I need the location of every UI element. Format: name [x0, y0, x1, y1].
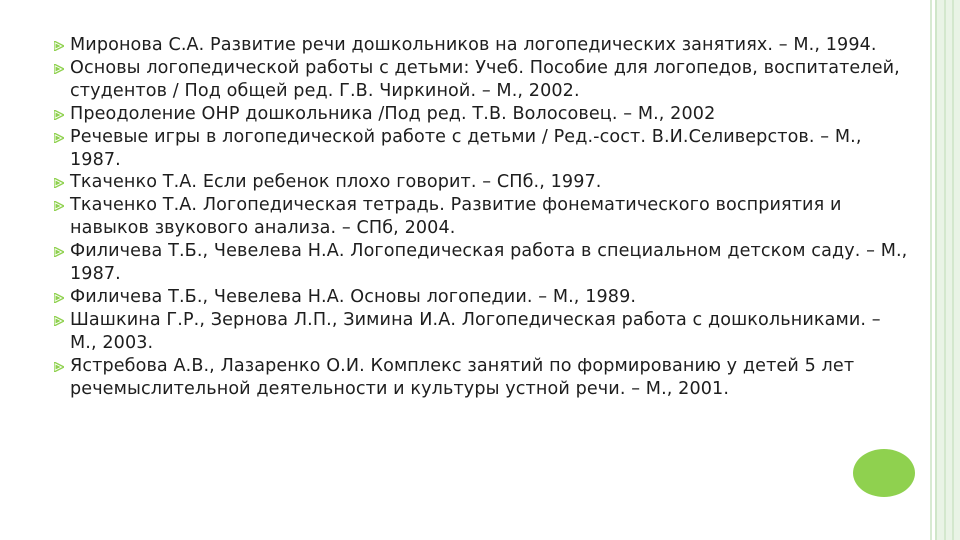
list-item: [56, 194, 912, 240]
reference-text: Шашкина Г.Р., Зернова Л.П., Зимина И.А. Логопедическая работа с дошкольниками. – М., 2003.: [70, 309, 881, 353]
reference-text: Основы логопедической работы с детьми: Учеб. Пособие для логопедов, воспитателей, студентов / Под общей ред. Г.В. Чиркиной. – М., 2002.: [70, 57, 900, 101]
reference-text: Миронова С.А. Развитие речи дошкольников на логопедических занятиях. – М., 1994.: [70, 35, 877, 55]
reference-text: Ястребова А.В., Лазаренко О.И. Комплекс занятий по формированию у детей 5 лет речемыслительной деятельности и культуры устной речи. – М., 2001.: [70, 355, 855, 399]
arrowhead-bullet-icon: [54, 133, 64, 143]
reference-list: [56, 34, 912, 401]
arrowhead-bullet-icon: [54, 362, 64, 372]
arrowhead-bullet-icon: [54, 41, 64, 51]
reference-text: Речевые игры в логопедической работе с детьми / Ред.-сост. В.И.Селиверстов. – М., 1987.: [70, 126, 862, 170]
arrowhead-bullet-icon: [54, 201, 64, 211]
arrowhead-bullet-icon: [54, 293, 64, 303]
list-item: [56, 309, 912, 355]
arrowhead-bullet-icon: [54, 64, 64, 74]
left-margin: [0, 0, 18, 540]
list-item: [56, 57, 912, 103]
reference-text: Филичева Т.Б., Чевелева Н.А. Основы логопедии. – М., 1989.: [70, 286, 637, 307]
list-item: [56, 126, 912, 172]
reference-text: Филичева Т.Б., Чевелева Н.А. Логопедическая работа в специальном детском саду. – М., 1987.: [70, 241, 908, 285]
arrowhead-bullet-icon: [54, 247, 64, 257]
right-decorative-border: [918, 0, 960, 540]
reference-text: Ткаченко Т.А. Если ребенок плохо говорит. – СПб., 1997.: [70, 172, 602, 193]
reference-text: Преодоление ОНР дошкольника /Под ред. Т.В. Волосовец. – М., 2002: [70, 103, 716, 124]
list-item: [56, 286, 912, 309]
list-item: [56, 355, 912, 401]
reference-text: Ткаченко Т.А. Логопедическая тетрадь. Развитие фонематического восприятия и навыков звукового анализа. – СПб, 2004.: [70, 195, 842, 239]
list-item: [56, 103, 912, 126]
green-circle-decoration: [853, 449, 915, 497]
arrowhead-bullet-icon: [54, 316, 64, 326]
list-item: [56, 240, 912, 286]
list-item: [56, 34, 912, 57]
list-item: [56, 171, 912, 194]
arrowhead-bullet-icon: [54, 178, 64, 188]
arrowhead-bullet-icon: [54, 110, 64, 120]
